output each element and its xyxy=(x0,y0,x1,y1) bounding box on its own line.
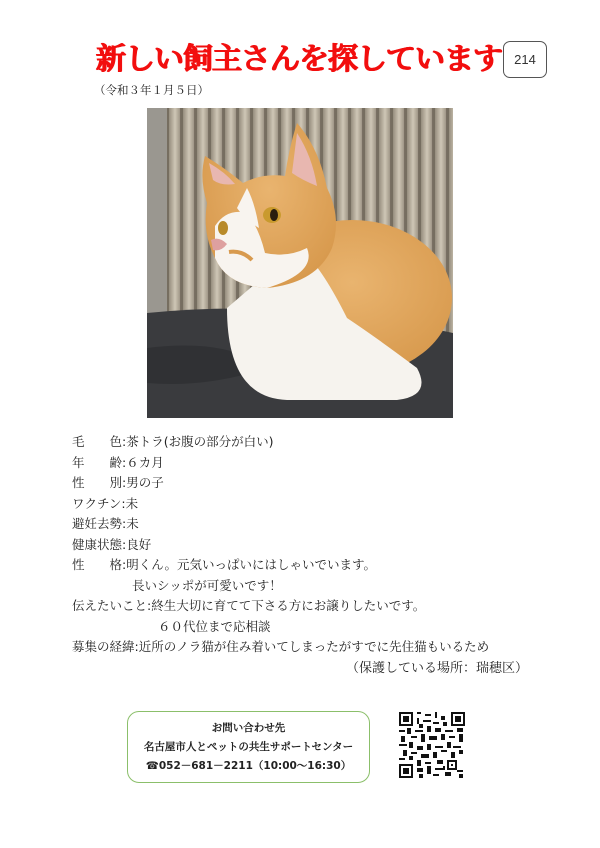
personality-value: 明くん。元気いっぱいにはしゃいでいます。 xyxy=(126,557,376,572)
detail-personality: 性 格 : 明くん。元気いっぱいにはしゃいでいます。 xyxy=(72,555,592,576)
detail-neutered: 避妊去勢 : 未 xyxy=(72,514,592,535)
age-value: ６カ月 xyxy=(126,454,164,470)
qr-code[interactable] xyxy=(399,712,465,778)
cat-details xyxy=(72,432,592,658)
detail-age: 年 齢 : ６カ月 xyxy=(72,453,592,474)
posting-date: （令和３年１月５日） xyxy=(94,83,209,97)
health-value: 良好 xyxy=(126,536,152,552)
detail-reason: 募集の経緯 : 近所のノラ猫が住み着いてしまったがすでに先住猫もいるため xyxy=(72,637,592,658)
personality-continuation: 長いシッポが可愛いです！ xyxy=(132,577,282,593)
vaccine-value: 未 xyxy=(125,495,139,511)
detail-message: 伝えたいこと : 終生大切に育てて下さる方にお譲りしたいです。 xyxy=(72,596,592,617)
listing-number-badge: 214 xyxy=(503,41,547,78)
detail-fur-color: 毛 色 : 茶トラ(お腹の部分が白い) xyxy=(72,432,592,453)
detail-health: 健康状態 : 良好 xyxy=(72,535,592,556)
contact-organization: 名古屋市人とペットの共生サポートセンター xyxy=(143,741,354,753)
detail-sex: 性 別 : 男の子 xyxy=(72,473,592,494)
shelter-location: （保護している場所：瑞穂区） xyxy=(345,661,528,676)
message-continuation: ６０代位まで応相談 xyxy=(158,618,271,634)
fur-color-value: 茶トラ(お腹の部分が白い) xyxy=(126,434,274,449)
reason-value: 近所のノラ猫が住み着いてしまったがすでに先住猫もいるため xyxy=(138,639,490,654)
neutered-value: 未 xyxy=(126,516,139,531)
detail-vaccine: ワクチン : 未 xyxy=(72,494,592,515)
message-value: 終生大切に育てて下さる方にお譲りしたいです。 xyxy=(151,598,426,613)
sex-value: 男の子 xyxy=(126,475,164,490)
contact-phone[interactable]: ☎052－681－2211（10:00～16:30） xyxy=(145,760,352,772)
contact-box xyxy=(127,711,370,783)
contact-heading: お問い合わせ先 xyxy=(211,722,286,734)
page-title: 新しい飼主さんを探しています xyxy=(96,42,502,77)
cat-photo xyxy=(147,108,453,418)
